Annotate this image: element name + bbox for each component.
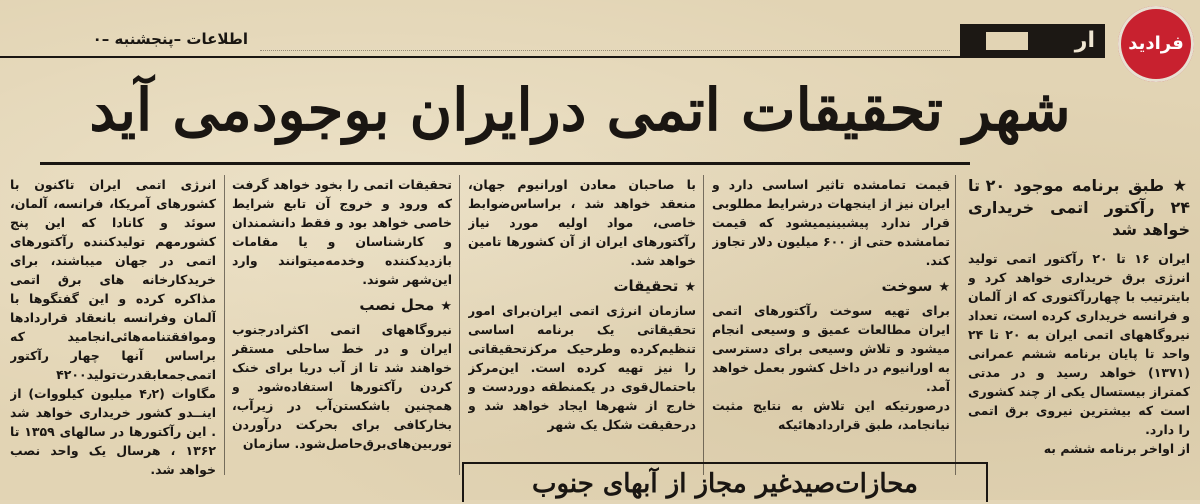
column-4-body-1: قیمت تمامشده تاثیر اساسی دارد و ایران نیز از اینجهات درشرایط مطلوبی قرار ندارد پیشبینیمیشود که قیمت تمامشده حتی از ۶۰۰ میلیون دلار تجاوز کند. <box>712 177 950 268</box>
column-rule <box>703 175 704 475</box>
dateline: اطلاعات –پنجشنبه –۰ <box>92 30 248 48</box>
subheading-research <box>468 276 696 298</box>
bleed-through-text <box>1105 110 1200 170</box>
site-logo: فرادید <box>1118 6 1194 82</box>
bottom-headline: محازات‌صیدغیر مجاز از آبهای جنوب <box>462 462 988 502</box>
column-2-body-1: تحقیقات اتمی را بخود خواهد گرفت که ورود و خروج آن تابع شرایط خاصی خواهد بود و فقط دانشمندان و کارشناسان و یا مقامات بازدیدکننده وخدمه‌میتوانند وارد این‌شهر شوند. <box>232 177 452 287</box>
column-4 <box>712 175 950 465</box>
column-rule <box>955 175 956 475</box>
column-2-body-2: نیروگاههای اتمی اکثرادرجنوب ایران و در خط ساحلی مستقر خواهند شد تا از آب دریا برای خنک کردن رآکتورها استفاده‌شود و همچنین باشکستن‌آب در زیرآب، بخارکافی برای بحرکت درآوردن توربین‌های‌برق‌حاصل‌شود. سازمان <box>232 322 452 451</box>
top-dotted-rule <box>260 50 950 52</box>
column-5-tail: از اواخر برنامه ششم به <box>1043 441 1190 456</box>
column-rule <box>224 175 225 475</box>
column-5-lead-text: طبق برنامه موجود ۲۰ تا ۲۴ رآکتور اتمی خریداری خواهد شد <box>968 176 1190 239</box>
section-label-gap <box>986 32 1028 50</box>
headline-rule <box>40 162 970 165</box>
star-icon: ★ <box>1164 176 1190 195</box>
column-3 <box>468 175 696 455</box>
subheading-installation <box>232 295 452 317</box>
column-rule <box>459 175 460 475</box>
column-4-body-3: درصورتیکه این تلاش به نتایج مثبت نیانجامد، طبق قراردادهائیکه <box>712 398 950 432</box>
star-icon: ★ <box>938 280 950 295</box>
column-1 <box>10 175 216 485</box>
section-label <box>960 24 1105 58</box>
section-label-text: ار <box>1074 28 1095 53</box>
column-3-body-1: با صاحبان معادن اورانیوم جهان، منعقد خواهد شد ، براساس‌ضوابط خاصی، مواد اولیه مورد نیاز رآکتورهای ایران از آن کشورها تامین خواهد شد. <box>468 177 696 268</box>
column-1-body: انرژی اتمی ایران تاکنون با کشورهای آمریکا، فرانسه، آلمان، سوئد و کانادا که این پنج کشورمهم تولیدکننده رآکتورهای اتمی در جهان میباشند، برای خریدکارخانه های برق اتمی مذاکره کرده و این گفتگوها با آلمان وفرانسه بانعقاد قراردادها وموافقتنامه‌هائی‌انجامید که براساس آنها چهار رآکتور اتمی‌جمعا‌بقدرت‌تولید۴۲۰۰ مگاوات (۴٫۲ میلیون کیلووات) از اینــدو کشور خریداری خواهد شد . این رآکتورها در سالهای ۱۳۵۹ تا ۱۳۶۲ ، هرسال یک واحد نصب خواهد شد. <box>10 177 216 477</box>
subheading-research-text: تحقیقات <box>613 277 679 295</box>
subheading-fuel <box>712 276 950 298</box>
top-rule <box>0 56 960 58</box>
subheading-installation-text: محل نصب <box>359 296 435 314</box>
star-icon: ★ <box>684 280 696 295</box>
star-icon: ★ <box>440 299 452 314</box>
subheading-fuel-text: سوخت <box>881 277 933 295</box>
column-4-body-2: برای تهیه سوخت رآکتورهای اتمی ایران مطالعات عمیق و وسیعی انجام میشود و تلاش وسیعی برای دسترسی به اورانیوم در داخل کشور بعمل خواهد آمد. <box>712 303 950 394</box>
column-3-body-2: سازمان انرژی اتمی ایران‌برای امور تحقیقاتی یک برنامه اساسی تنظیم‌کرده وطرحیک مرکزتحقیقاتی را نیز تهیه کرده است. این‌مرکز باحتمال‌قوی در یکمنطقه دوردست و خارج از شهرها ایجاد خواهد شد و درحقیقت شکل یک شهر <box>468 303 696 432</box>
column-5-body: ایران ۱۶ تا ۲۰ رآکتور اتمی تولید انرژی برق خریداری خواهد کرد و بایترتیب با چهاررآکتوری که از آلمان و فرانسه خریداری کرده است، تعداد نیروگاههای اتمی ایران به ۲۰ تا ۲۴ واحد تا پایان برنامه ششم عمرانی (۱۳۷۱) خواهد رسید و در مدتی کمتراز بیستسال یکی از چند کشوری است که بیشترین نیروی برق اتمی را دارد. <box>968 251 1190 437</box>
column-2 <box>232 175 452 475</box>
column-5 <box>968 175 1190 485</box>
column-5-lead <box>968 175 1190 241</box>
page-headline: شهر تحقیقات اتمی درایران بوجودمی آید <box>89 76 1071 144</box>
